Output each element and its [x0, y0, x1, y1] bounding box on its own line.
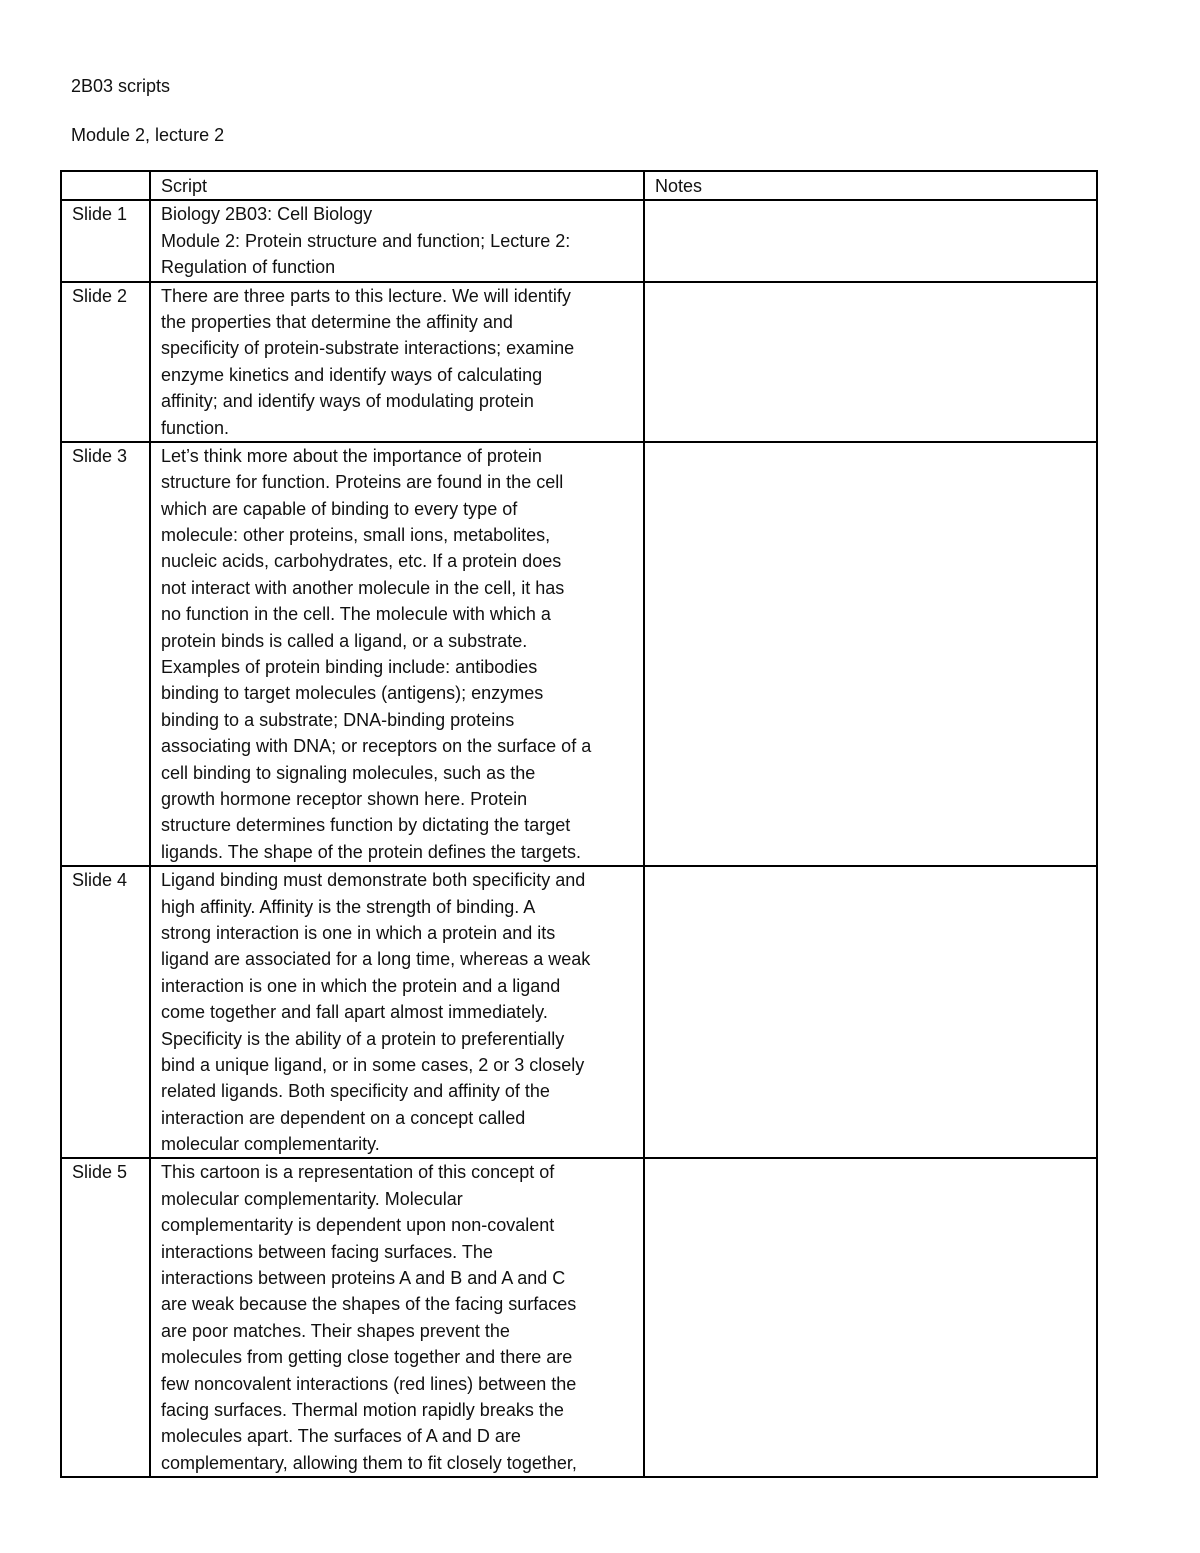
script-line: Examples of protein binding include: antibodies	[161, 657, 538, 678]
script-line: no function in the cell. The molecule with which a	[161, 604, 551, 625]
document-title: 2B03 scripts	[71, 76, 171, 96]
script-line: facing surfaces. Thermal motion rapidly breaks the	[161, 1399, 564, 1420]
script-line: enzyme kinetics and identify ways of calculating	[161, 364, 543, 385]
table-row	[61, 200, 1097, 281]
header-notes-column: Notes	[644, 171, 1097, 200]
script-line: are poor matches. Their shapes prevent the	[161, 1320, 510, 1341]
table-body	[61, 200, 1097, 1477]
slide-label: Slide 3	[61, 442, 150, 866]
table-row	[61, 866, 1097, 1158]
script-line: structure determines function by dictating the target	[161, 815, 571, 836]
script-line: which are capable of binding to every type of	[161, 498, 518, 519]
script-line: cell binding to signaling molecules, such as the	[161, 762, 536, 783]
script-cell	[150, 200, 644, 281]
script-line: come together and fall apart almost immediately.	[161, 1002, 548, 1023]
script-line: binding to a substrate; DNA-binding proteins	[161, 709, 515, 730]
script-line: growth hormone receptor shown here. Protein	[161, 789, 528, 809]
table-header-row	[61, 171, 1097, 200]
notes-cell	[644, 866, 1097, 1158]
document-subtitle: Module 2, lecture 2	[71, 125, 225, 145]
script-line: complementarity is dependent upon non-covalent	[161, 1215, 555, 1236]
script-line: specificity of protein-substrate interactions; examine	[161, 338, 575, 359]
script-line: affinity; and identify ways of modulating protein	[161, 391, 534, 412]
notes-cell	[644, 442, 1097, 866]
script-table	[60, 170, 1098, 1478]
script-line: binding to target molecules (antigens); enzymes	[161, 683, 544, 704]
script-line: function.	[161, 417, 230, 438]
script-line: Let’s think more about the importance of protein	[161, 445, 542, 466]
script-line: Biology 2B03: Cell Biology	[161, 204, 373, 225]
script-line: complementary, allowing them to fit closely together,	[161, 1452, 577, 1473]
script-line: protein binds is called a ligand, or a substrate.	[161, 630, 528, 651]
script-line: ligand are associated for a long time, whereas a weak	[161, 949, 591, 970]
script-line: molecular complementarity. Molecular	[161, 1188, 463, 1209]
notes-cell	[644, 200, 1097, 281]
script-line: not interact with another molecule in the cell, it has	[161, 577, 565, 598]
script-line: few noncovalent interactions (red lines) between the	[161, 1373, 577, 1394]
script-line: interaction are dependent on a concept called	[161, 1107, 526, 1128]
script-line: high affinity. Affinity is the strength of binding. A	[161, 896, 536, 917]
script-line: strong interaction is one in which a protein and its	[161, 922, 556, 943]
script-line: There are three parts to this lecture. We will identify	[161, 285, 571, 306]
slide-label: Slide 1	[61, 200, 150, 281]
script-line: associating with DNA; or receptors on the surface of a	[161, 736, 592, 757]
script-cell	[150, 866, 644, 1158]
notes-cell	[644, 282, 1097, 442]
script-line: interactions between proteins A and B and A and C	[161, 1268, 566, 1289]
slide-label: Slide 2	[61, 282, 150, 442]
script-cell	[150, 442, 644, 866]
header-slide-column	[61, 171, 150, 200]
script-line: molecules from getting close together and there are	[161, 1347, 573, 1368]
script-line: related ligands. Both specificity and affinity of the	[161, 1081, 550, 1102]
script-line: Ligand binding must demonstrate both specificity and	[161, 870, 586, 891]
notes-cell	[644, 1158, 1097, 1477]
script-line: Specificity is the ability of a protein to preferentially	[161, 1028, 565, 1049]
script-line: molecule: other proteins, small ions, metabolites,	[161, 525, 551, 546]
script-line: bind a unique ligand, or in some cases, 2 or 3 closely	[161, 1054, 585, 1075]
script-line: molecular complementarity.	[161, 1134, 380, 1155]
table-row	[61, 442, 1097, 866]
script-line: ligands. The shape of the protein defines the targets.	[161, 841, 581, 862]
slide-label: Slide 4	[61, 866, 150, 1158]
script-line: This cartoon is a representation of this concept of	[161, 1162, 555, 1183]
script-line: Regulation of function	[161, 257, 336, 278]
script-line: structure for function. Proteins are found in the cell	[161, 472, 564, 493]
script-cell	[150, 1158, 644, 1477]
script-line: the properties that determine the affinity and	[161, 311, 513, 332]
slide-label: Slide 5	[61, 1158, 150, 1477]
script-line: are weak because the shapes of the facing surfaces	[161, 1294, 577, 1315]
script-line: interaction is one in which the protein and a ligand	[161, 975, 561, 996]
table-row	[61, 1158, 1097, 1477]
header-script-column: Script	[150, 171, 644, 200]
script-line: nucleic acids, carbohydrates, etc. If a protein does	[161, 551, 562, 572]
script-line: interactions between facing surfaces. The	[161, 1241, 493, 1262]
script-line: Module 2: Protein structure and function; Lecture 2:	[161, 230, 571, 251]
script-line: molecules apart. The surfaces of A and D are	[161, 1426, 521, 1447]
table-row	[61, 282, 1097, 442]
script-cell	[150, 282, 644, 442]
